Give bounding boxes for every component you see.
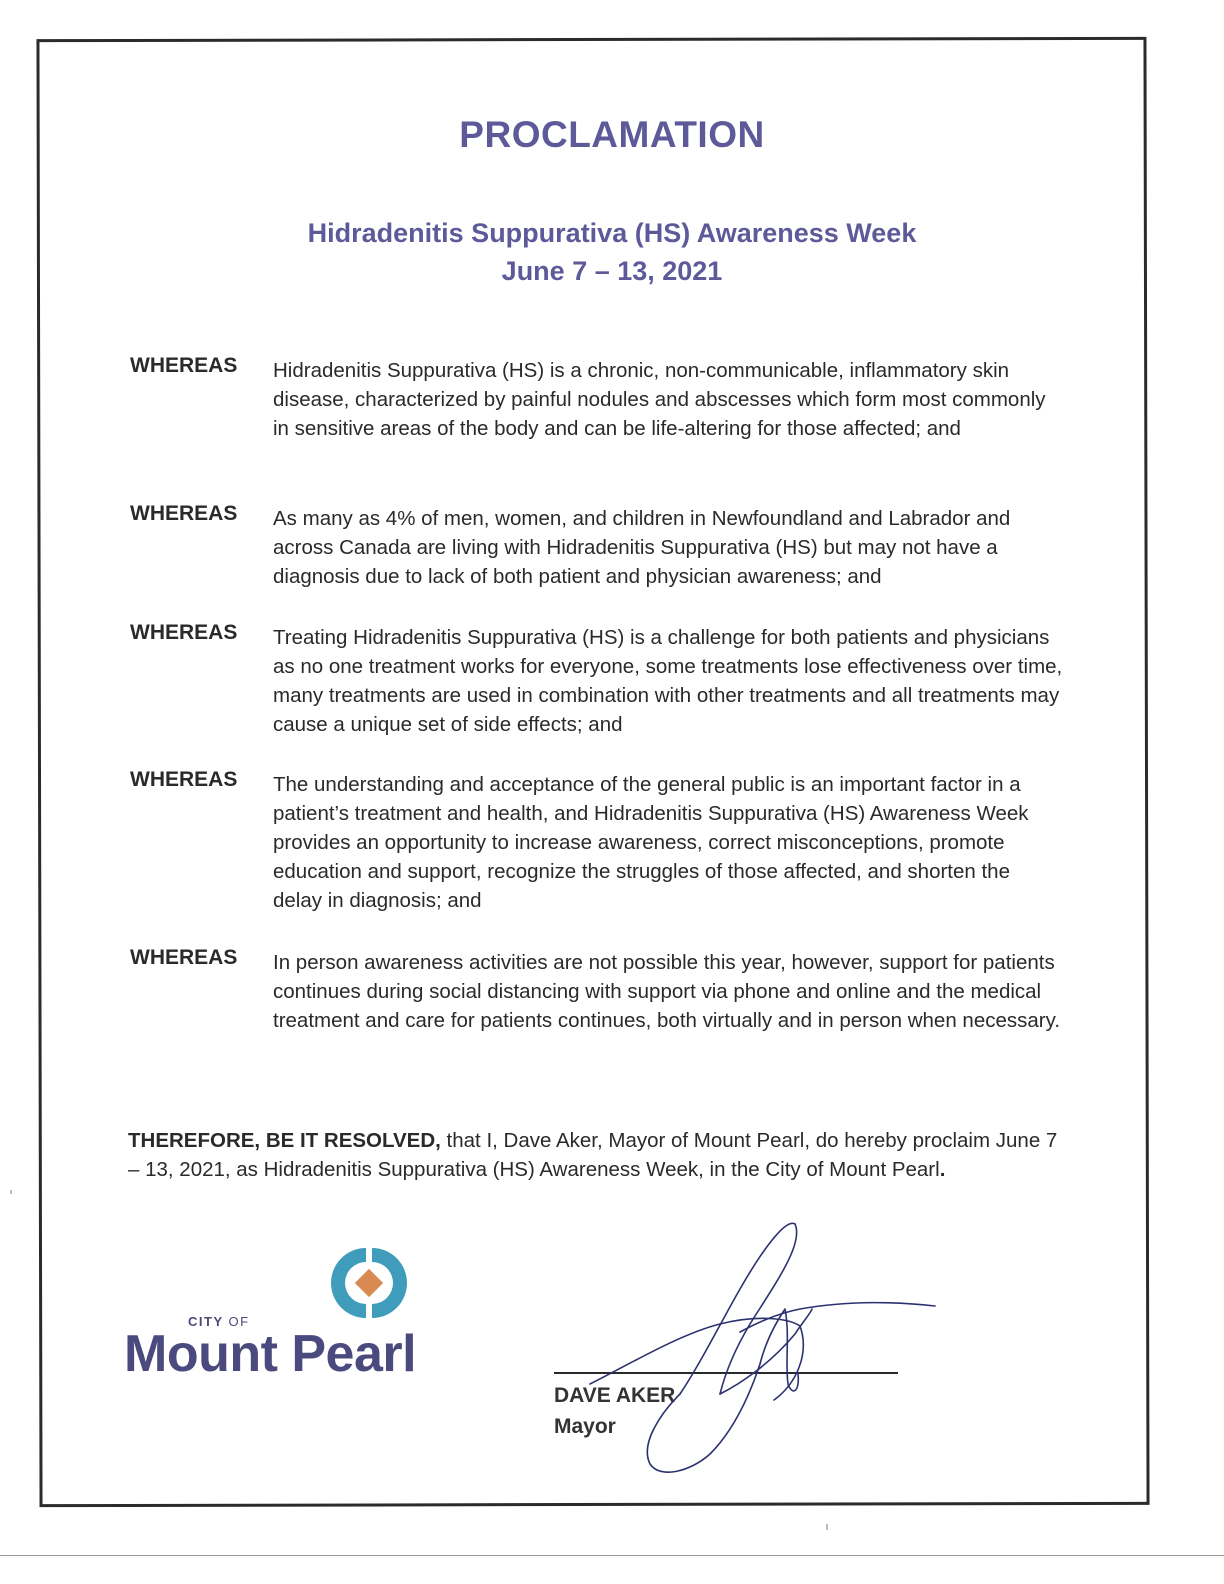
subtitle-line-1: Hidradenitis Suppurativa (HS) Awareness Week: [307, 218, 917, 248]
clause-label: WHEREAS: [130, 502, 238, 525]
subtitle-line-2: June 7 – 13, 2021: [501, 256, 723, 286]
clause-text: Treating Hidradenitis Suppurativa (HS) is a challenge for both patients and physicians as no one treatment works for everyone, some treatments lose effectiveness over time, many treatments are used in combination with other treatments and all treatments may cause a unique set of side effects; and: [273, 626, 1063, 736]
resolution-paragraph: [128, 1126, 1068, 1184]
resolution-body: that I, Dave Aker, Mayor of Mount Pearl, do hereby proclaim June 7 – 13, 2021, as Hidradenitis Suppurativa (HS) Awareness Week, in the City of Mount Pearl: [128, 1129, 1058, 1181]
clause-text: In person awareness activities are not possible this year, however, support for patients continues during social distancing with support via phone and online and the medical treatment and care for patients continues, both virtually and in person when necessary.: [273, 951, 1061, 1032]
page-title: PROCLAMATION: [459, 114, 765, 155]
signer-name: DAVE AKER: [554, 1384, 676, 1407]
clause-text: Hidradenitis Suppurativa (HS) is a chronic, non-communicable, inflammatory skin disease, characterized by painful nodules and abscesses which form most commonly in sensitive areas of the body and can be life-altering for those affected; and: [273, 359, 1046, 440]
clause-text: As many as 4% of men, women, and children in Newfoundland and Labrador and across Canada are living with Hidradenitis Suppurativa (HS) but may not have a diagnosis due to lack of both patient and physician awareness; and: [273, 507, 1011, 588]
city-logo: [124, 1240, 444, 1383]
signer-title: Mayor: [554, 1415, 616, 1438]
logo-wordmark: Mount Pearl: [124, 1325, 417, 1383]
resolution-end: .: [939, 1158, 946, 1181]
city-emblem-icon: [330, 1244, 408, 1322]
page-subtitle: [0, 214, 1224, 290]
scan-speck: [826, 1524, 828, 1530]
handwritten-signature: [560, 1214, 950, 1479]
clause-text: The understanding and acceptance of the general public is an important factor in a patient’s treatment and health, and Hidradenitis Suppurativa (HS) Awareness Week provides an opportunity to increase awareness, correct misconceptions, promote education and support, recognize the struggles of those affected, and shorten the delay in diagnosis; and: [273, 773, 1029, 912]
clause-label: WHEREAS: [130, 354, 238, 377]
resolution-lead: THEREFORE, BE IT RESOLVED,: [128, 1129, 441, 1152]
bottom-rule: [0, 1555, 1224, 1556]
clause-label: WHEREAS: [130, 946, 238, 969]
scan-speck: [10, 1190, 12, 1194]
clause-label: WHEREAS: [130, 768, 238, 791]
clause-label: WHEREAS: [130, 621, 238, 644]
logo-city-of: CITY OF: [188, 1314, 250, 1329]
